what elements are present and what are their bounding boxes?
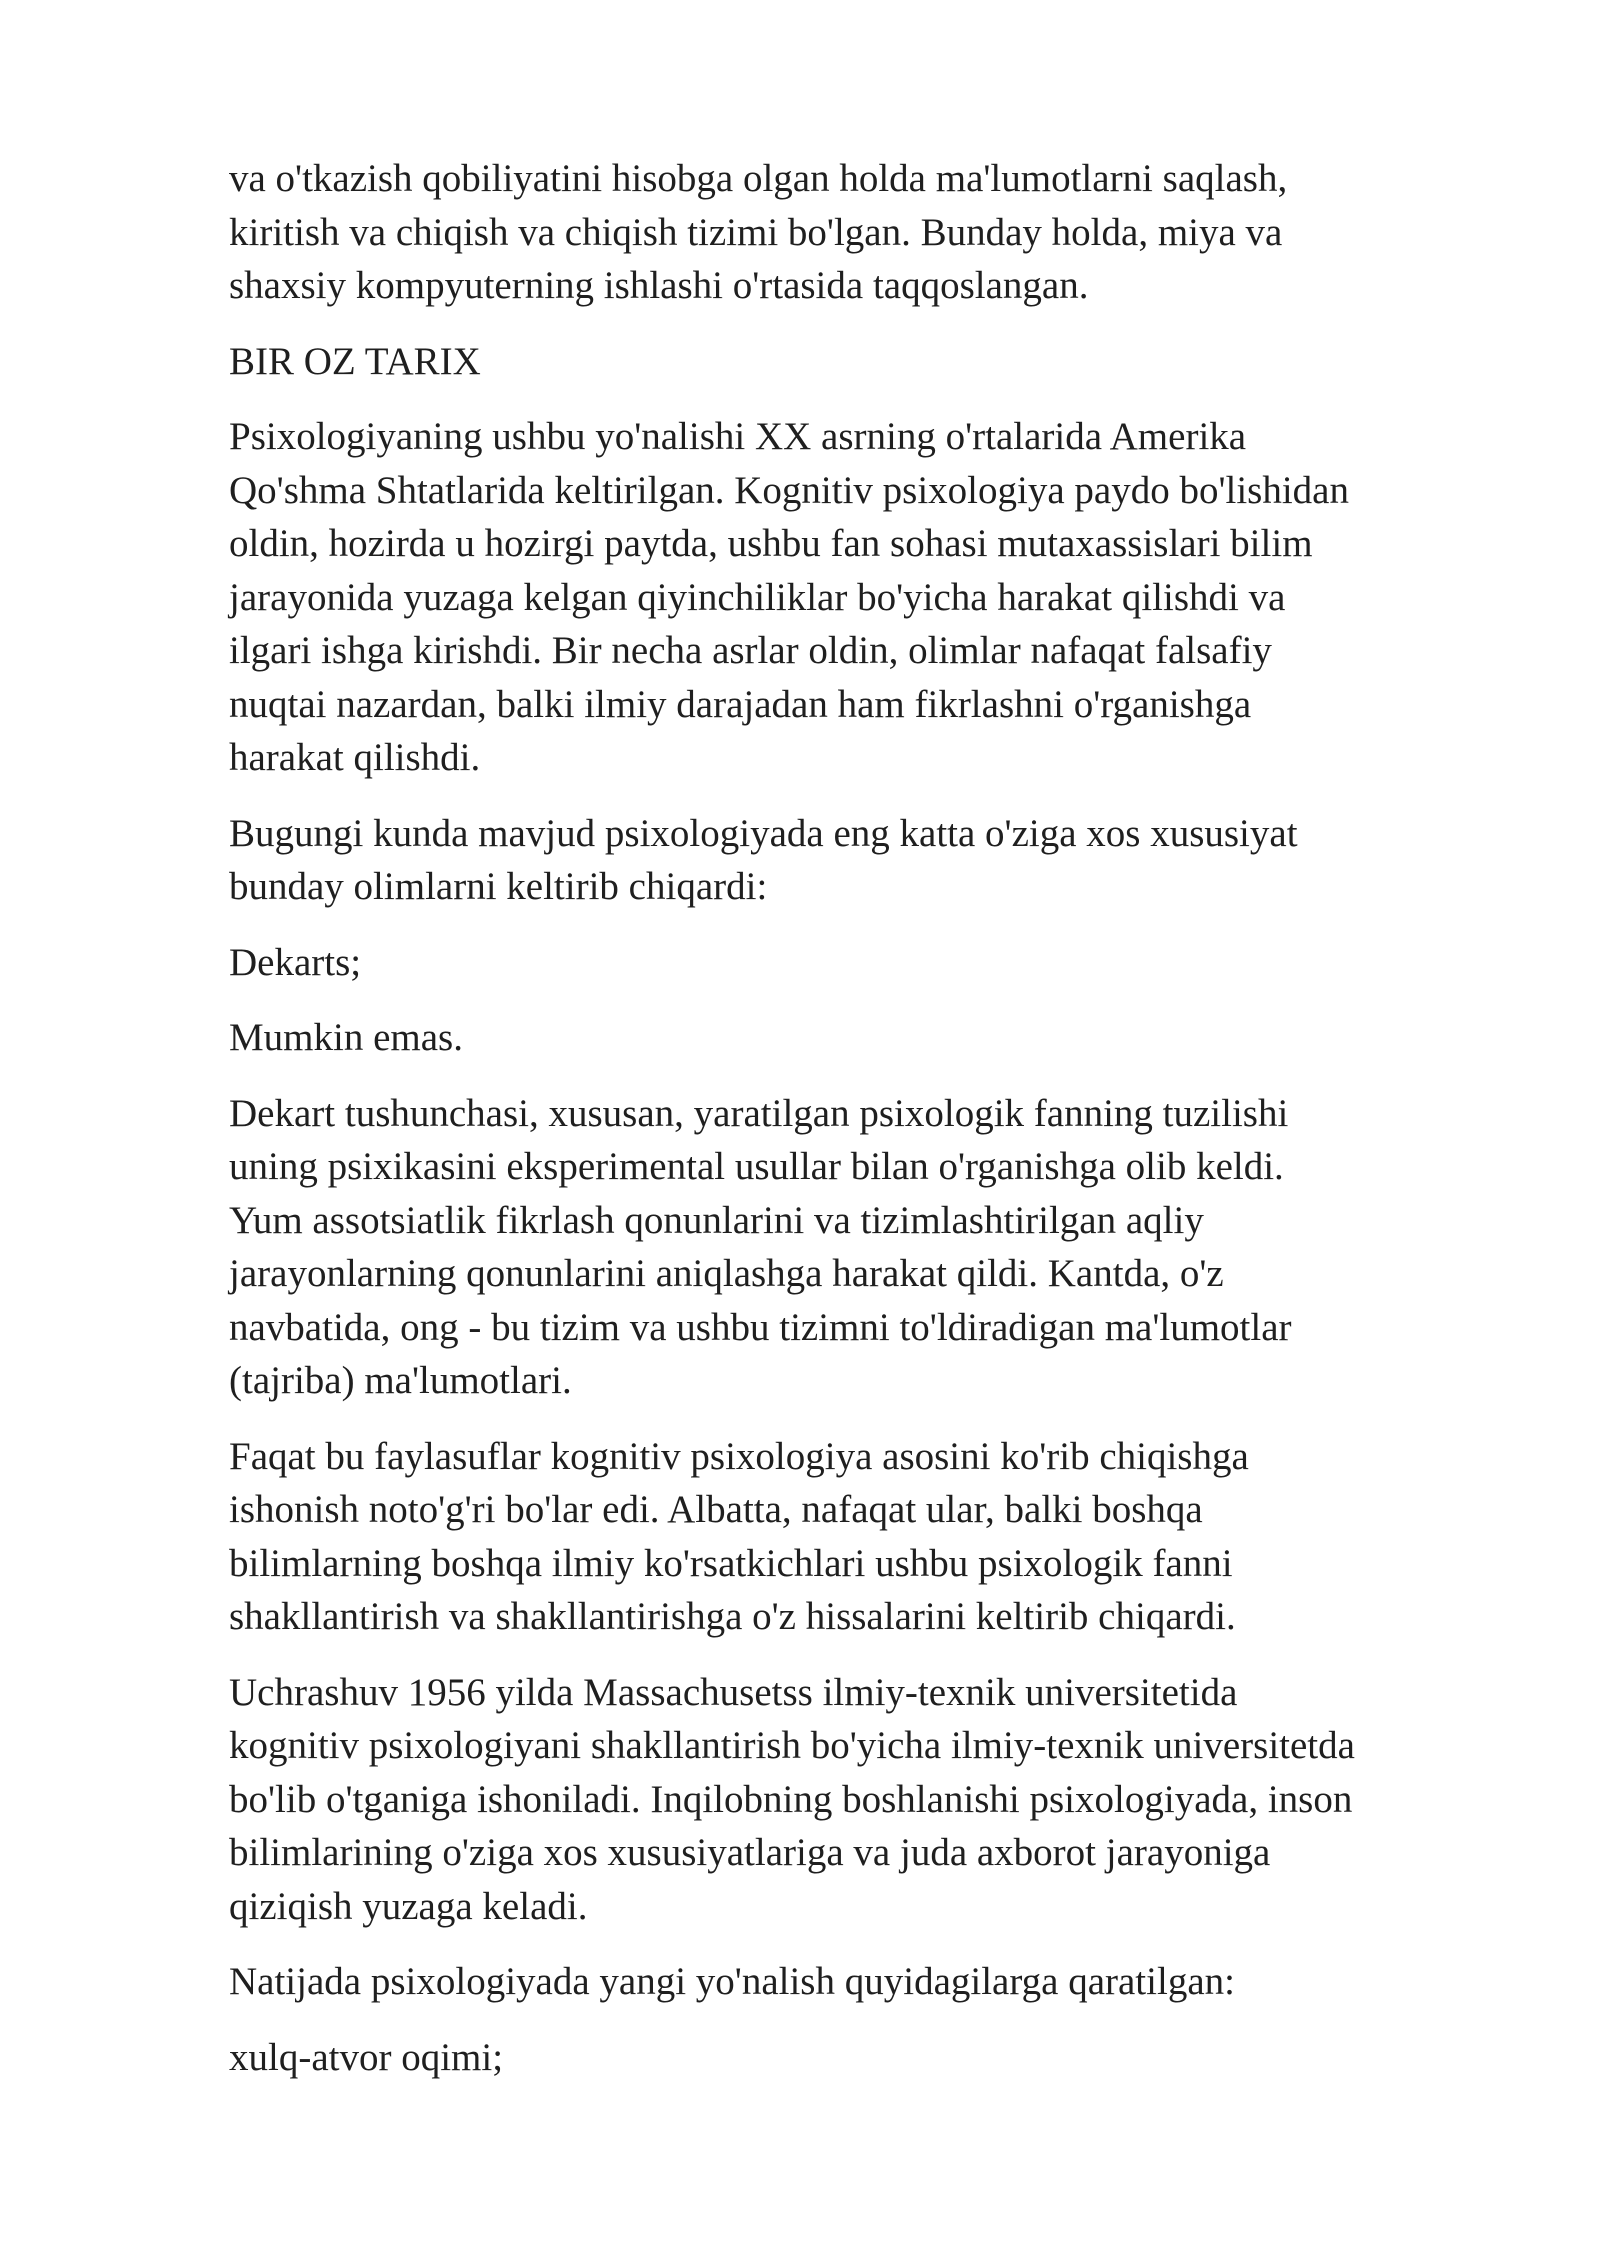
text-line: va o'tkazish qobiliyatini hisobga olgan holda ma'lumotlarni saqlash, (229, 157, 1288, 200)
text-line: qiziqish yuzaga keladi. (229, 1884, 588, 1928)
text-line: Bugungi kunda mavjud psixologiyada eng katta o'ziga xos xususiyat (229, 811, 1298, 855)
text-line: shakllantirish va shakllantirishga o'z hissalarini keltirib chiqardi. (229, 1595, 1236, 1638)
text-line: Yum assotsiatlik fikrlash qonunlarini va tizimlashtirilgan aqliy (229, 1198, 1204, 1242)
text-line: Dekart tushunchasi, xususan, yaratilgan psixologik fanning tuzilishi (229, 1091, 1289, 1135)
text-line: uning psixikasini eksperimental usullar bilan o'rganishga olib keldi. (229, 1145, 1284, 1188)
text-line: Psixologiyaning ushbu yo'nalishi XX asrning o'rtalarida Amerika (229, 415, 1247, 458)
text-line: jarayonlarning qonunlarini aniqlashga harakat qildi. Kantda, o'z (229, 1252, 1224, 1295)
text-line: Dekarts; (229, 940, 362, 984)
section-heading (229, 335, 1489, 389)
text-line: kiritish va chiqish va chiqish tizimi bo'lgan. Bunday holda, miya va (229, 210, 1283, 254)
text-line: navbatida, ong - bu tizim va ushbu tizimni to'ldiradigan ma'lumotlar (229, 1305, 1292, 1349)
text-line: BIR OZ TARIX (229, 339, 481, 383)
document-body (229, 152, 1489, 2106)
text-line: Faqat bu faylasuflar kognitiv psixologiya asosini ko'rib chiqishga (229, 1434, 1249, 1478)
paragraph-1 (229, 152, 1489, 313)
paragraph-10 (229, 1955, 1489, 2009)
text-line: bilimlarining o'ziga xos xususiyatlariga va juda axborot jarayoniga (229, 1831, 1271, 1874)
text-line: (tajriba) ma'lumotlari. (229, 1359, 572, 1402)
list-item (229, 2031, 1489, 2085)
text-line: ishonish noto'g'ri bo'lar edi. Albatta, nafaqat ular, balki boshqa (229, 1488, 1203, 1531)
text-line: jarayonida yuzaga kelgan qiyinchiliklar bo'yicha harakat qilishdi va (229, 575, 1286, 619)
list-item (229, 1011, 1489, 1065)
paragraph-4 (229, 807, 1489, 914)
text-line: Mumkin emas. (229, 1016, 463, 1059)
text-line: bo'lib o'tganiga ishoniladi. Inqilobning boshlanishi psixologiyada, inson (229, 1777, 1353, 1821)
paragraph-9 (229, 1666, 1489, 1934)
text-line: xulq-atvor oqimi; (229, 2035, 504, 2079)
text-line: Uchrashuv 1956 yilda Massachusetss ilmiy-texnik universitetida (229, 1670, 1238, 1714)
text-line: bilimlarning boshqa ilmiy ko'rsatkichlari ushbu psixologik fanni (229, 1541, 1233, 1585)
text-line: Qo'shma Shtatlarida keltirilgan. Kognitiv psixologiya paydo bo'lishidan (229, 468, 1349, 512)
list-item (229, 936, 1489, 990)
paragraph-3 (229, 410, 1489, 785)
paragraph-7 (229, 1087, 1489, 1408)
paragraph-8 (229, 1430, 1489, 1644)
text-line: bunday olimlarni keltirib chiqardi: (229, 865, 768, 908)
text-line: nuqtai nazardan, balki ilmiy darajadan ham fikrlashni o'rganishga (229, 682, 1252, 726)
text-line: kognitiv psixologiyani shakllantirish bo'yicha ilmiy-texnik universitetda (229, 1724, 1355, 1767)
text-line: shaxsiy kompyuterning ishlashi o'rtasida taqqoslangan. (229, 264, 1089, 307)
text-line: Natijada psixologiyada yangi yo'nalish quyidagilarga qaratilgan: (229, 1960, 1235, 2003)
text-line: harakat qilishdi. (229, 736, 481, 779)
text-line: ilgari ishga kirishdi. Bir necha asrlar oldin, olimlar nafaqat falsafiy (229, 629, 1272, 672)
text-line: oldin, hozirda u hozirgi paytda, ushbu fan sohasi mutaxassislari bilim (229, 522, 1313, 565)
